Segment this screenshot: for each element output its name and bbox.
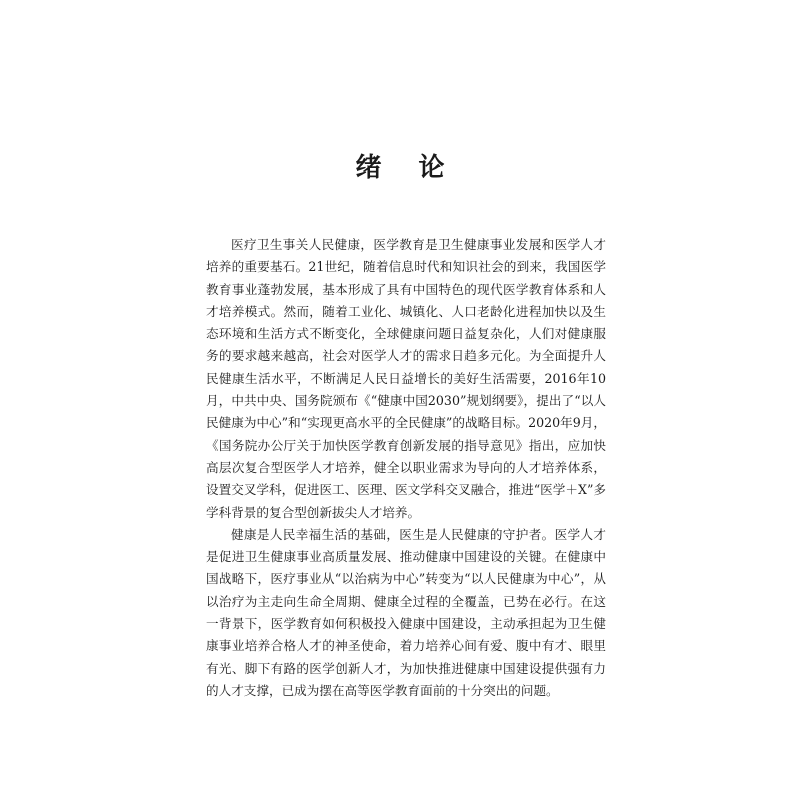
chapter-body: [206, 234, 606, 702]
paragraph-1: 医疗卫生事关人民健康，医学教育是卫生健康事业发展和医学人才培养的重要基石。21世纪，随着信息时代和知识社会的到来，我国医学教育事业蓬勃发展，基本形成了具有中国特色的现代医学教育体系和人才培养模式。然而，随着工业化、城镇化、人口老龄化进程加快以及生态环境和生活方式不断变化，全球健康问题日益复杂化，人们对健康服务的要求越来越高，社会对医学人才的需求日趋多元化。为全面提升人民健康生活水平，不断满足人民日益增长的美好生活需要，2016年10月，中共中央、国务院颁布《“健康中国2030”规划纲要》，提出了“以人民健康为中心”和“实现更高水平的全民健康”的战略目标。2020年9月，《国务院办公厅关于加快医学教育创新发展的指导意见》指出，应加快高层次复合型医学人才培养，健全以职业需求为导向的人才培养体系，设置交叉学科，促进医工、医理、医文学科交叉融合，推进“医学＋X”多学科背景的复合型创新拔尖人才培养。: [206, 237, 606, 520]
chapter-title: 绪 论: [355, 153, 459, 183]
paragraph-2: 健康是人民幸福生活的基础，医生是人民健康的守护者。医学人才是促进卫生健康事业高质量发展、推动健康中国建设的关键。在健康中国战略下，医疗事业从“以治病为中心”转变为“以人民健康为中心”，从以治疗为主走向生命全周期、健康全过程的全覆盖，已势在必行。在这一背景下，医学教育如何积极投入健康中国建设，主动承担起为卫生健康事业培养合格人才的神圣使命，着力培养心间有爱、腹中有才、眼里有光、脚下有路的医学创新人才，为加快推进健康中国建设提供强有力的人才支撑，已成为摆在高等医学教育面前的十分突出的问题。: [206, 526, 606, 698]
